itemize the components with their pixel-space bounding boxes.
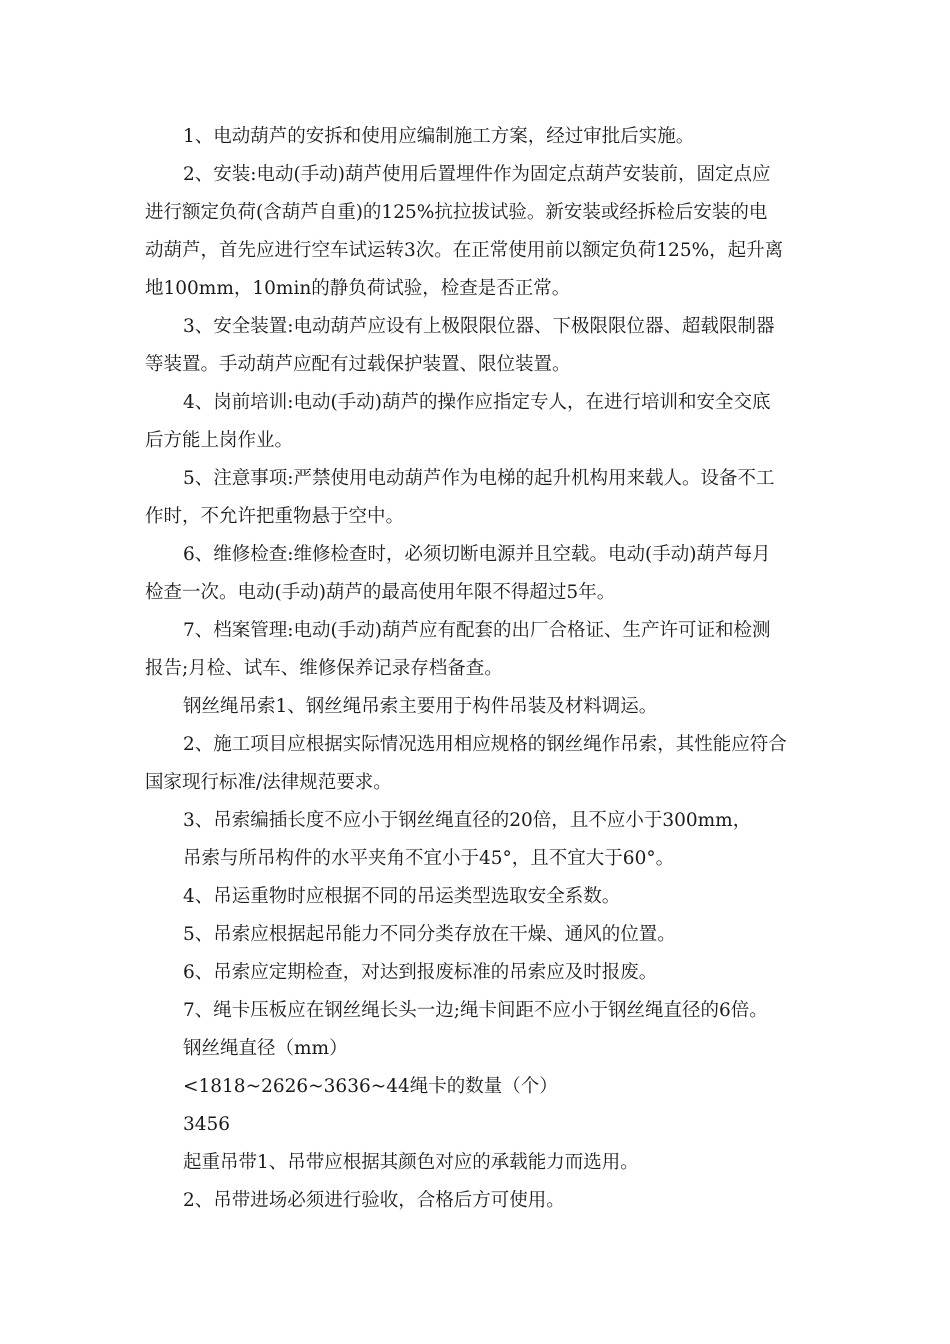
paragraph-line: 7、绳卡压板应在钢丝绳长头一边;绳卡间距不应小于钢丝绳直径的6倍。 <box>183 1000 768 1021</box>
paragraph-line: 3456 <box>183 1114 231 1135</box>
paragraph-line: 动葫芦，首先应进行空车试运转3次。在正常使用前以额定负荷125%，起升离 <box>145 240 784 261</box>
paragraph-line: 2、吊带进场必须进行验收，合格后方可使用。 <box>183 1190 565 1211</box>
paragraph-line: 3、吊索编插长度不应小于钢丝绳直径的20倍，且不应小于300mm， <box>183 810 752 831</box>
paragraph-line: 3、安全装置:电动葫芦应设有上极限限位器、下极限限位器、超载限制器 <box>183 316 775 337</box>
paragraph-line: 4、吊运重物时应根据不同的吊运类型选取安全系数。 <box>183 886 621 907</box>
paragraph-line: 国家现行标准/法律规范要求。 <box>145 772 392 793</box>
paragraph-line: 起重吊带1、吊带应根据其颜色对应的承载能力而选用。 <box>183 1152 639 1173</box>
paragraph-line: 检查一次。电动(手动)葫芦的最高使用年限不得超过5年。 <box>145 582 616 603</box>
paragraph-line: 后方能上岗作业。 <box>145 430 294 451</box>
paragraph-line: 报告;月检、试车、维修保养记录存档备查。 <box>145 658 503 679</box>
paragraph-line: 4、岗前培训:电动(手动)葫芦的操作应指定专人，在进行培训和安全交底 <box>183 392 771 413</box>
paragraph-line: 6、吊索应定期检查，对达到报废标准的吊索应及时报废。 <box>183 962 658 983</box>
paragraph-line: 地100mm，10min的静负荷试验，检查是否正常。 <box>145 278 571 299</box>
paragraph-line: 6、维修检查:维修检查时，必须切断电源并且空载。电动(手动)葫芦每月 <box>183 544 771 565</box>
paragraph-line: 作时，不允许把重物悬于空中。 <box>145 506 405 527</box>
paragraph-line: 5、注意事项:严禁使用电动葫芦作为电梯的起升机构用来载人。设备不工 <box>183 468 775 489</box>
paragraph-line: 2、施工项目应根据实际情况选用相应规格的钢丝绳作吊索，其性能应符合 <box>183 734 787 755</box>
paragraph-line: 进行额定负荷(含葫芦自重)的125%抗拉拔试验。新安装或经拆检后安装的电 <box>145 202 768 223</box>
paragraph-line: 钢丝绳直径（mm） <box>183 1038 348 1059</box>
paragraph-line: <1818~2626~3636~44绳卡的数量（个） <box>183 1076 558 1097</box>
paragraph-line: 等装置。手动葫芦应配有过载保护装置、限位装置。 <box>145 354 571 375</box>
paragraph-line: 7、档案管理:电动(手动)葫芦应有配套的出厂合格证、生产许可证和检测 <box>183 620 771 641</box>
paragraph-line: 吊索与所吊构件的水平夹角不宜小于45°，且不宜大于60°。 <box>183 848 675 869</box>
paragraph-line: 钢丝绳吊索1、钢丝绳吊索主要用于构件吊装及材料调运。 <box>183 696 658 717</box>
paragraph-line: 2、安装:电动(手动)葫芦使用后置埋件作为固定点葫芦安装前，固定点应 <box>183 164 771 185</box>
paragraph-line: 1、电动葫芦的安拆和使用应编制施工方案，经过审批后实施。 <box>183 126 695 147</box>
paragraph-line: 5、吊索应根据起吊能力不同分类存放在干燥、通风的位置。 <box>183 924 676 945</box>
